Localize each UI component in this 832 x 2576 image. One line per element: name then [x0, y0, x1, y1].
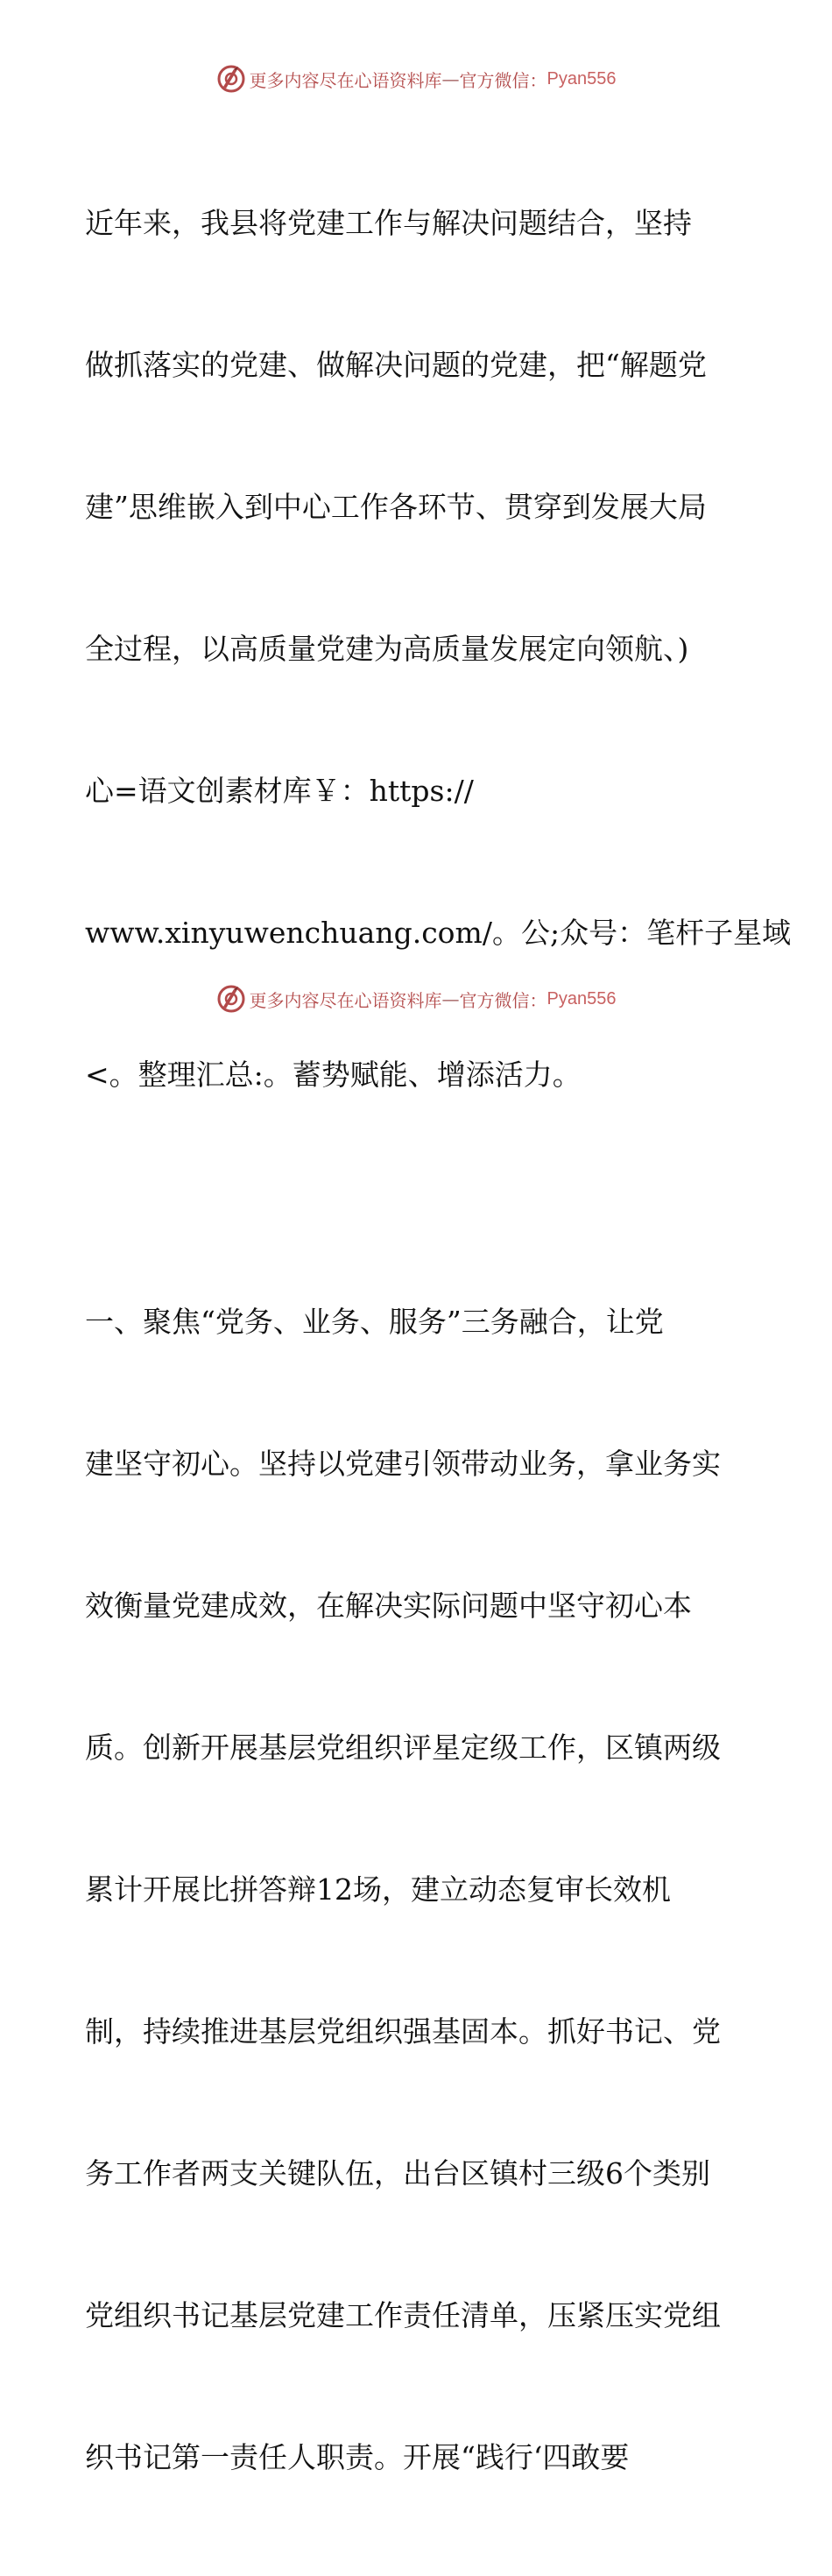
text-line: 制，持续推进基层党组织强基固本。抓好书记、党 [85, 2014, 721, 2049]
footer-wechat-id: Pyan556 [546, 988, 617, 1008]
footer-separator: — [441, 988, 460, 1009]
text-line: 效衡量党建成效，在解决实际问题中坚守初心本 [85, 1589, 692, 1623]
text-line: 织书记第一责任人职责。开展“践行‘四敢要 [85, 2440, 630, 2474]
brand-logo-icon [216, 64, 246, 94]
text-line: 近年来，我县将党建工作与解决问题结合，坚持 [85, 206, 692, 240]
header-promo-text: 更多内容尽在心语资料库 [249, 69, 442, 91]
header-banner [0, 61, 832, 96]
footer-promo-text: 更多内容尽在心语资料库 [249, 989, 442, 1011]
header-wechat-id: Pyan556 [546, 68, 617, 88]
paragraph-2 [85, 1204, 751, 2576]
text-line: 务工作者两支关键队伍，出台区镇村三级6个类别 [85, 2156, 710, 2190]
text-line: www.xinyuwenchuang.com/。公;众号：笔杆子星域 [85, 916, 792, 950]
footer-banner [0, 981, 832, 1016]
text-line: 全过程，以高质量党建为高质量发展定向领航、) [85, 632, 689, 666]
brand-logo-icon [216, 984, 246, 1014]
paragraph-1 [85, 105, 792, 1193]
text-line: 心=语文创素材库￥：https:// [85, 774, 474, 808]
text-line: 党组织书记基层党建工作责任清单，压紧压实党组 [85, 2298, 721, 2332]
footer-wechat-label: 官方微信： [459, 989, 547, 1011]
text-line: 一、聚焦“党务、业务、服务”三务融合，让党 [85, 1305, 664, 1339]
text-line: 建”思维嵌入到中心工作各环节、贯穿到发展大局 [85, 490, 707, 524]
text-line: 质。创新开展基层党组织评星定级工作，区镇两级 [85, 1730, 721, 1765]
text-line: <。整理汇总:。蓄势赋能、增添活力。 [85, 1058, 582, 1092]
document-body [85, 105, 792, 2576]
text-line: 做抓落实的党建、做解决问题的党建，把“解题党 [85, 348, 707, 382]
text-line: 建坚守初心。坚持以党建引领带动业务，拿业务实 [85, 1447, 721, 1481]
text-line: 累计开展比拼答辩12场，建立动态复审长效机 [85, 1872, 671, 1907]
header-separator: — [441, 68, 460, 89]
header-wechat-label: 官方微信： [459, 69, 547, 91]
